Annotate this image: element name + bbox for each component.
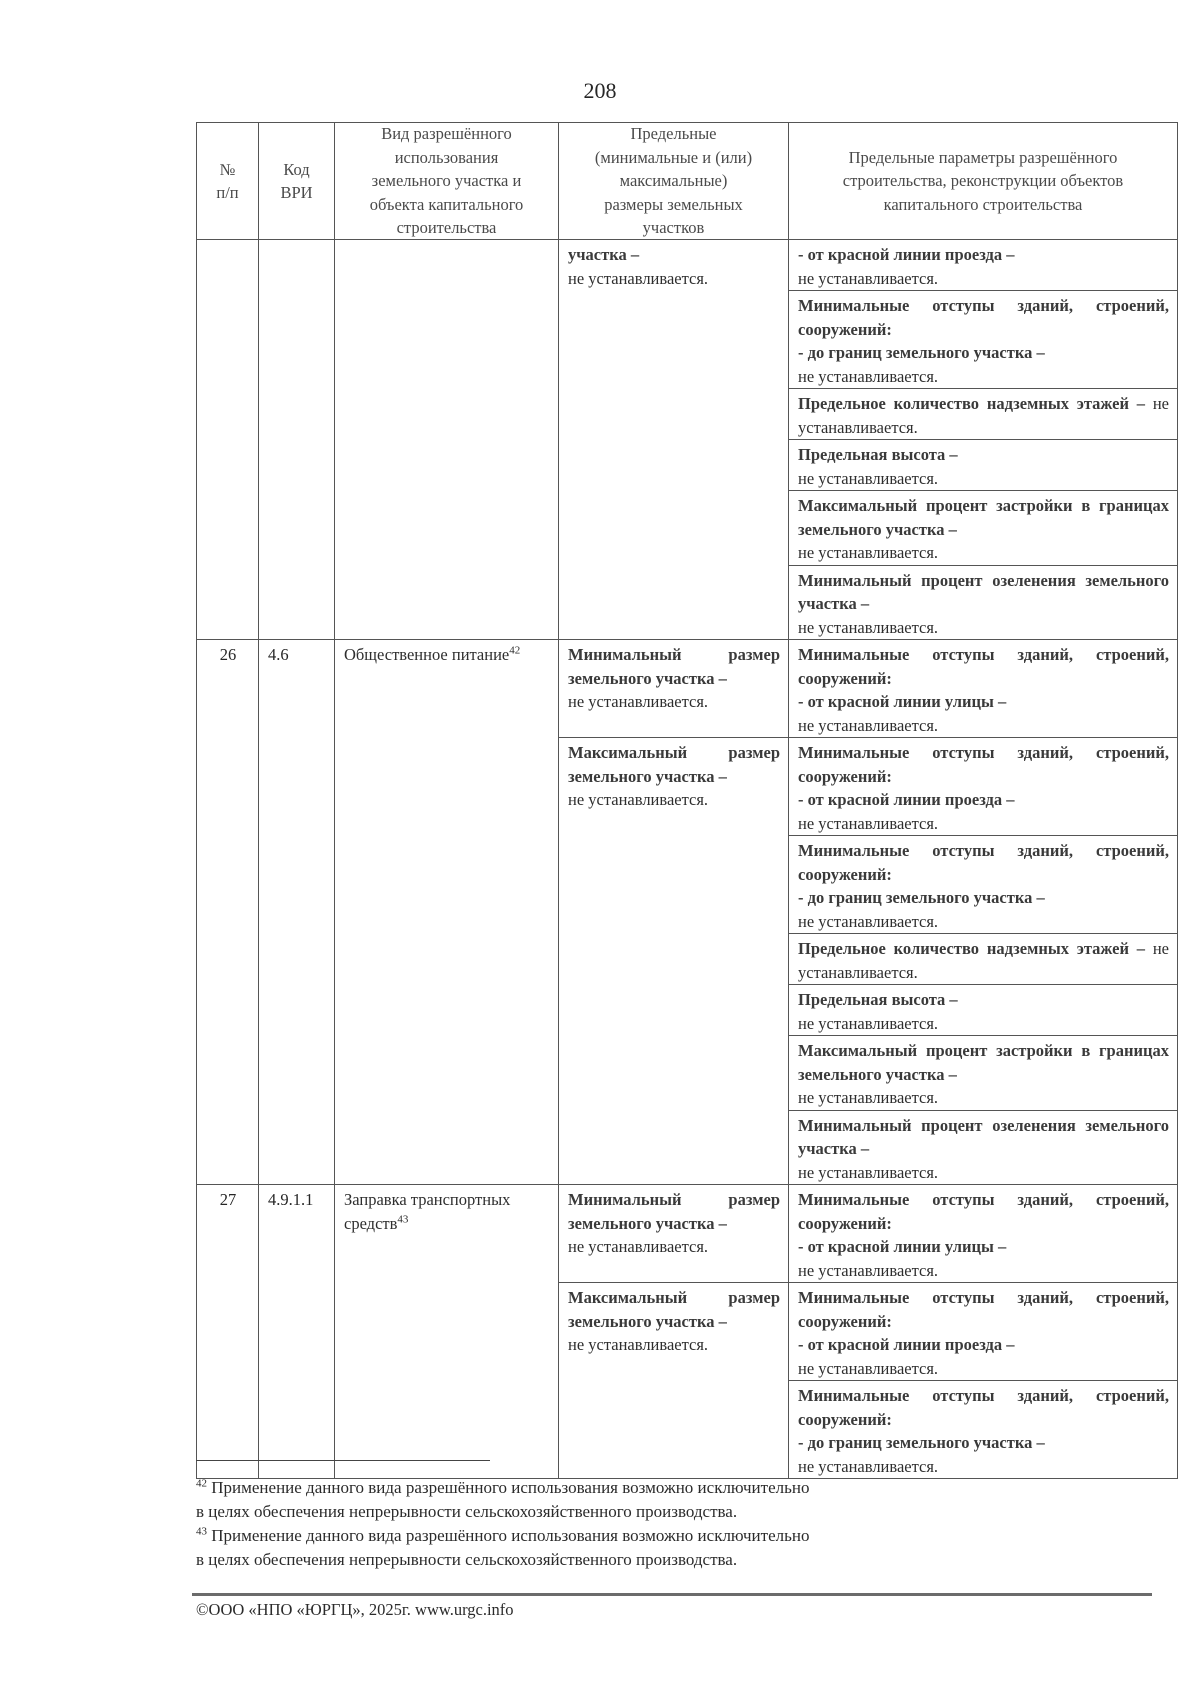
kind-label: Заправка транспортных средств: [344, 1190, 511, 1233]
param-label: Максимальный процент застройки в границах земельного участка –: [798, 1041, 1169, 1084]
footnote-42: [196, 1476, 996, 1524]
footnote-text: Применение данного вида разрешённого использования возможно исключительно в целях обеспечения непрерывности сельскохозяйственного производства.: [196, 1478, 810, 1521]
param-cell: [789, 1381, 1178, 1479]
size-value: не устанавливается.: [568, 1237, 709, 1256]
param-cell: [789, 240, 1178, 291]
size-value: не устанавливается.: [568, 1335, 709, 1354]
param-value: не устанавливается.: [798, 268, 939, 288]
param-cell: [789, 440, 1178, 491]
param-label: Минимальные отступы зданий, строений, сооружений: - от красной линии улицы –: [798, 645, 1169, 711]
table-header-row: [197, 123, 1178, 240]
size-label: Максимальный размер земельного участка –: [568, 1288, 780, 1331]
footnote-number: 42: [196, 1477, 207, 1490]
size-value: не устанавливается.: [568, 268, 709, 288]
cell-kind: [335, 1185, 559, 1479]
header-code: Код ВРИ: [259, 123, 335, 240]
table-row-26: [197, 640, 1178, 738]
header-num: № п/п: [197, 123, 259, 240]
param-label: - от красной линии проезда –: [798, 245, 1015, 264]
param-cell: [789, 389, 1178, 440]
param-cell: [789, 934, 1178, 985]
param-value: не устанавливается.: [798, 543, 939, 562]
param-value: не устанавливается.: [798, 1358, 939, 1378]
cell-min-size: [559, 1185, 789, 1283]
cell-max-size: [559, 738, 789, 1185]
param-cell: [789, 985, 1178, 1036]
page-number: 208: [583, 78, 617, 103]
footnote-number: 43: [196, 1525, 207, 1538]
header-size: Предельные (минимальные и (или) максимальные) размеры земельных участков: [559, 123, 789, 240]
size-value: не устанавливается.: [568, 692, 709, 711]
footer-divider: [192, 1593, 1152, 1596]
cell-kind: [335, 640, 559, 1185]
param-value: не устанавливается.: [798, 715, 939, 735]
param-label: Максимальный процент застройки в границах земельного участка –: [798, 496, 1169, 539]
header-kind: Вид разрешённого использования земельного участка и объекта капитального строительства: [335, 123, 559, 240]
param-label: Предельное количество надземных этажей –: [798, 394, 1146, 413]
zoning-table: [196, 122, 1178, 1479]
param-value: не устанавливается.: [798, 1456, 939, 1476]
size-label: Минимальный размер земельного участка –: [568, 1190, 780, 1233]
param-label: Минимальные отступы зданий, строений, сооружений: - от красной линии проезда –: [798, 1288, 1169, 1354]
cell-size: [559, 240, 789, 640]
param-label: Предельная высота –: [798, 990, 958, 1009]
param-label: Минимальный процент озеленения земельного участка –: [798, 570, 1169, 613]
param-label: Минимальные отступы зданий, строений, сооружений: - до границ земельного участка –: [798, 1386, 1169, 1452]
size-label: Максимальный размер земельного участка –: [568, 743, 780, 786]
footer-copyright: ©ООО «НПО «ЮРГЦ», 2025г. www.urgc.info: [196, 1600, 514, 1619]
header-params: Предельные параметры разрешённого строительства, реконструкции объектов капитального строительства: [789, 123, 1178, 240]
param-label: Предельное количество надземных этажей –: [798, 939, 1146, 958]
cell-code: 4.6: [259, 640, 335, 1185]
cell-code: [259, 240, 335, 640]
param-label: Минимальные отступы зданий, строений, сооружений: - от красной линии проезда –: [798, 743, 1169, 809]
footnote-43: [196, 1524, 996, 1572]
param-label: Предельная высота –: [798, 445, 958, 464]
cell-num: 27: [197, 1185, 259, 1479]
param-value: не устанавливается.: [798, 813, 939, 833]
param-cell: [789, 1036, 1178, 1111]
footnote-text: Применение данного вида разрешённого использования возможно исключительно в целях обеспечения непрерывности сельскохозяйственного производства.: [196, 1526, 810, 1569]
param-cell: [789, 491, 1178, 566]
param-cell: [789, 565, 1178, 640]
cell-num: 26: [197, 640, 259, 1185]
size-label: участка –: [568, 245, 640, 264]
param-value: не устанавливается.: [798, 468, 939, 488]
size-label: Минимальный размер земельного участка –: [568, 645, 780, 688]
param-value: не устанавливается.: [798, 366, 939, 386]
table-row-27: [197, 1185, 1178, 1283]
param-value: не устанавливается.: [798, 911, 939, 931]
param-value: не устанавливается.: [798, 1162, 939, 1182]
param-cell: [789, 291, 1178, 389]
kind-label: Общественное питание: [344, 645, 510, 664]
cell-kind: [335, 240, 559, 640]
param-label: Минимальные отступы зданий, строений, сооружений: - до границ земельного участка –: [798, 841, 1169, 907]
param-label: Минимальные отступы зданий, строений, сооружений: - до границ земельного участка –: [798, 296, 1169, 362]
param-value: не устанавливается.: [798, 617, 939, 637]
cell-num: [197, 240, 259, 640]
footnote-ref: 42: [509, 644, 521, 657]
size-value: не устанавливается.: [568, 790, 709, 809]
param-cell: [789, 1185, 1178, 1283]
cell-min-size: [559, 640, 789, 738]
table-row: [197, 240, 1178, 291]
cell-code: 4.9.1.1: [259, 1185, 335, 1479]
param-label: Минимальные отступы зданий, строений, сооружений: - от красной линии улицы –: [798, 1190, 1169, 1256]
param-value: не устанавливается.: [798, 1013, 939, 1033]
param-cell: [789, 640, 1178, 738]
param-value: не устанавливается.: [798, 1088, 939, 1107]
param-cell: [789, 1110, 1178, 1185]
footnotes: [196, 1476, 996, 1572]
param-value: не устанавливается.: [798, 939, 1169, 982]
param-cell: [789, 738, 1178, 836]
param-cell: [789, 1283, 1178, 1381]
footnote-divider: [196, 1460, 490, 1461]
param-value: не устанавливается.: [798, 1260, 939, 1280]
cell-max-size: [559, 1283, 789, 1479]
footnote-ref: 43: [397, 1213, 409, 1225]
param-value: не устанавливается.: [798, 394, 1169, 437]
param-label: Минимальный процент озеленения земельного участка –: [798, 1115, 1169, 1158]
param-cell: [789, 836, 1178, 934]
